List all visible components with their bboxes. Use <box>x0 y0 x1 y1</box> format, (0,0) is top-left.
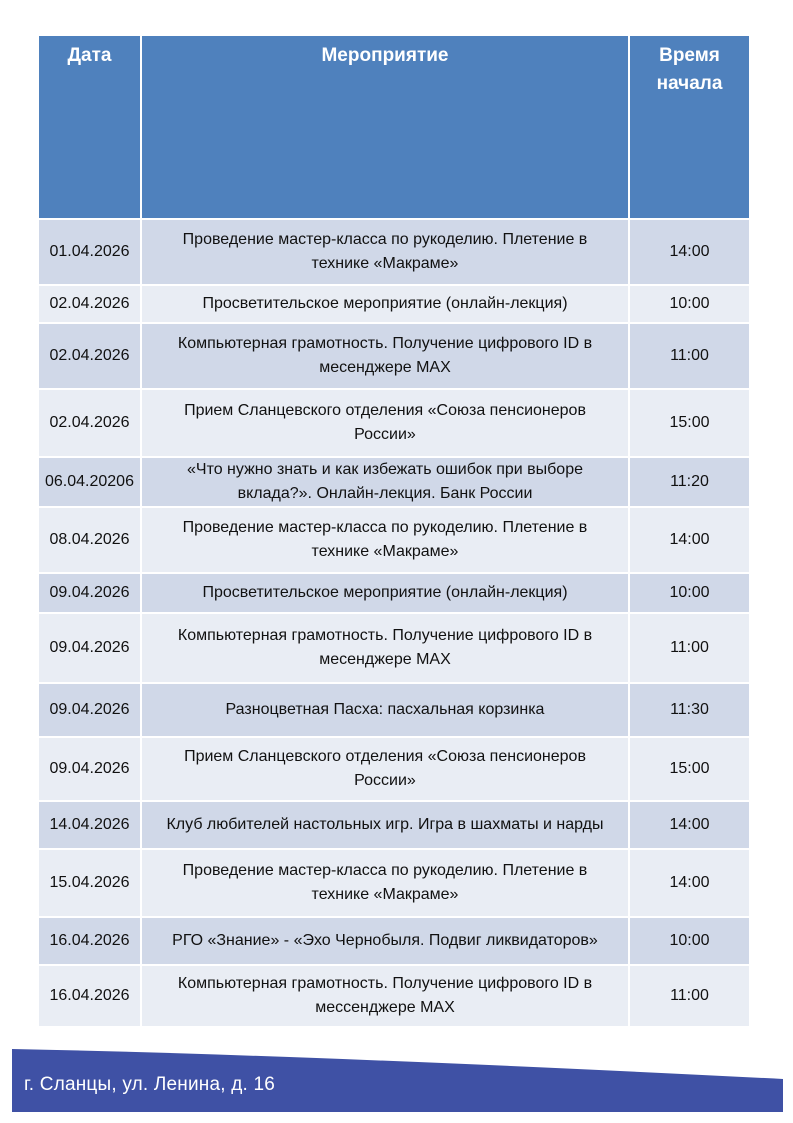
row-event: Просветительское мероприятие (онлайн-лекция) <box>141 285 629 323</box>
table-row <box>38 573 750 613</box>
row-time: 11:00 <box>629 323 750 389</box>
row-event: Компьютерная грамотность. Получение цифрового ID в месенджере MAX <box>141 613 629 683</box>
row-time: 15:00 <box>629 389 750 457</box>
table-row <box>38 285 750 323</box>
header-event: Мероприятие <box>141 35 629 219</box>
table-row <box>38 801 750 849</box>
table-row <box>38 323 750 389</box>
table-row <box>38 683 750 737</box>
table-body <box>38 219 750 1027</box>
row-time: 11:00 <box>629 965 750 1027</box>
row-date: 09.04.2026 <box>38 613 141 683</box>
row-time: 14:00 <box>629 507 750 573</box>
row-event: Компьютерная грамотность. Получение цифрового ID в месенджере MAX <box>141 323 629 389</box>
row-time: 14:00 <box>629 219 750 285</box>
row-date: 02.04.2026 <box>38 323 141 389</box>
row-event: «Что нужно знать и как избежать ошибок при выборе вклада?». Онлайн-лекция. Банк России <box>141 457 629 507</box>
row-date: 02.04.2026 <box>38 285 141 323</box>
row-date: 16.04.2026 <box>38 917 141 965</box>
table-row <box>38 917 750 965</box>
row-event: Разноцветная Пасха: пасхальная корзинка <box>141 683 629 737</box>
row-time: 15:00 <box>629 737 750 801</box>
header-date: Дата <box>38 35 141 219</box>
row-date: 14.04.2026 <box>38 801 141 849</box>
row-event: Компьютерная грамотность. Получение цифрового ID в мессенджере MAX <box>141 965 629 1027</box>
table-row <box>38 389 750 457</box>
row-date: 08.04.2026 <box>38 507 141 573</box>
row-date: 06.04.20206 <box>38 457 141 507</box>
row-event: Проведение мастер-класса по рукоделию. Плетение в технике «Макраме» <box>141 219 629 285</box>
table-row <box>38 457 750 507</box>
row-event: РГО «Знание» - «Эхо Чернобыля. Подвиг ликвидаторов» <box>141 917 629 965</box>
table-row <box>38 507 750 573</box>
table-row <box>38 849 750 917</box>
header-time-label: Время начала <box>656 45 723 94</box>
table-row <box>38 219 750 285</box>
row-time: 11:30 <box>629 683 750 737</box>
row-event: Просветительское мероприятие (онлайн-лекция) <box>141 573 629 613</box>
row-time: 14:00 <box>629 801 750 849</box>
footer-address: г. Сланцы, ул. Ленина, д. 16 <box>24 1074 275 1095</box>
table-row <box>38 965 750 1027</box>
row-event: Проведение мастер-класса по рукоделию. Плетение в технике «Макраме» <box>141 507 629 573</box>
row-time: 14:00 <box>629 849 750 917</box>
row-event: Проведение мастер-класса по рукоделию. Плетение в технике «Макраме» <box>141 849 629 917</box>
row-event: Прием Сланцевского отделения «Союза пенсионеров России» <box>141 389 629 457</box>
row-event: Прием Сланцевского отделения «Союза пенсионеров России» <box>141 737 629 801</box>
header-time <box>629 35 750 219</box>
row-date: 01.04.2026 <box>38 219 141 285</box>
table-header-row <box>38 35 750 219</box>
row-time: 10:00 <box>629 285 750 323</box>
row-date: 09.04.2026 <box>38 737 141 801</box>
row-time: 10:00 <box>629 917 750 965</box>
row-date: 16.04.2026 <box>38 965 141 1027</box>
row-date: 09.04.2026 <box>38 683 141 737</box>
schedule-table <box>37 34 751 1028</box>
row-time: 11:00 <box>629 613 750 683</box>
row-time: 11:20 <box>629 457 750 507</box>
table-row <box>38 737 750 801</box>
row-date: 15.04.2026 <box>38 849 141 917</box>
row-date: 02.04.2026 <box>38 389 141 457</box>
table-row <box>38 613 750 683</box>
row-time: 10:00 <box>629 573 750 613</box>
row-date: 09.04.2026 <box>38 573 141 613</box>
row-event: Клуб любителей настольных игр. Игра в шахматы и нарды <box>141 801 629 849</box>
